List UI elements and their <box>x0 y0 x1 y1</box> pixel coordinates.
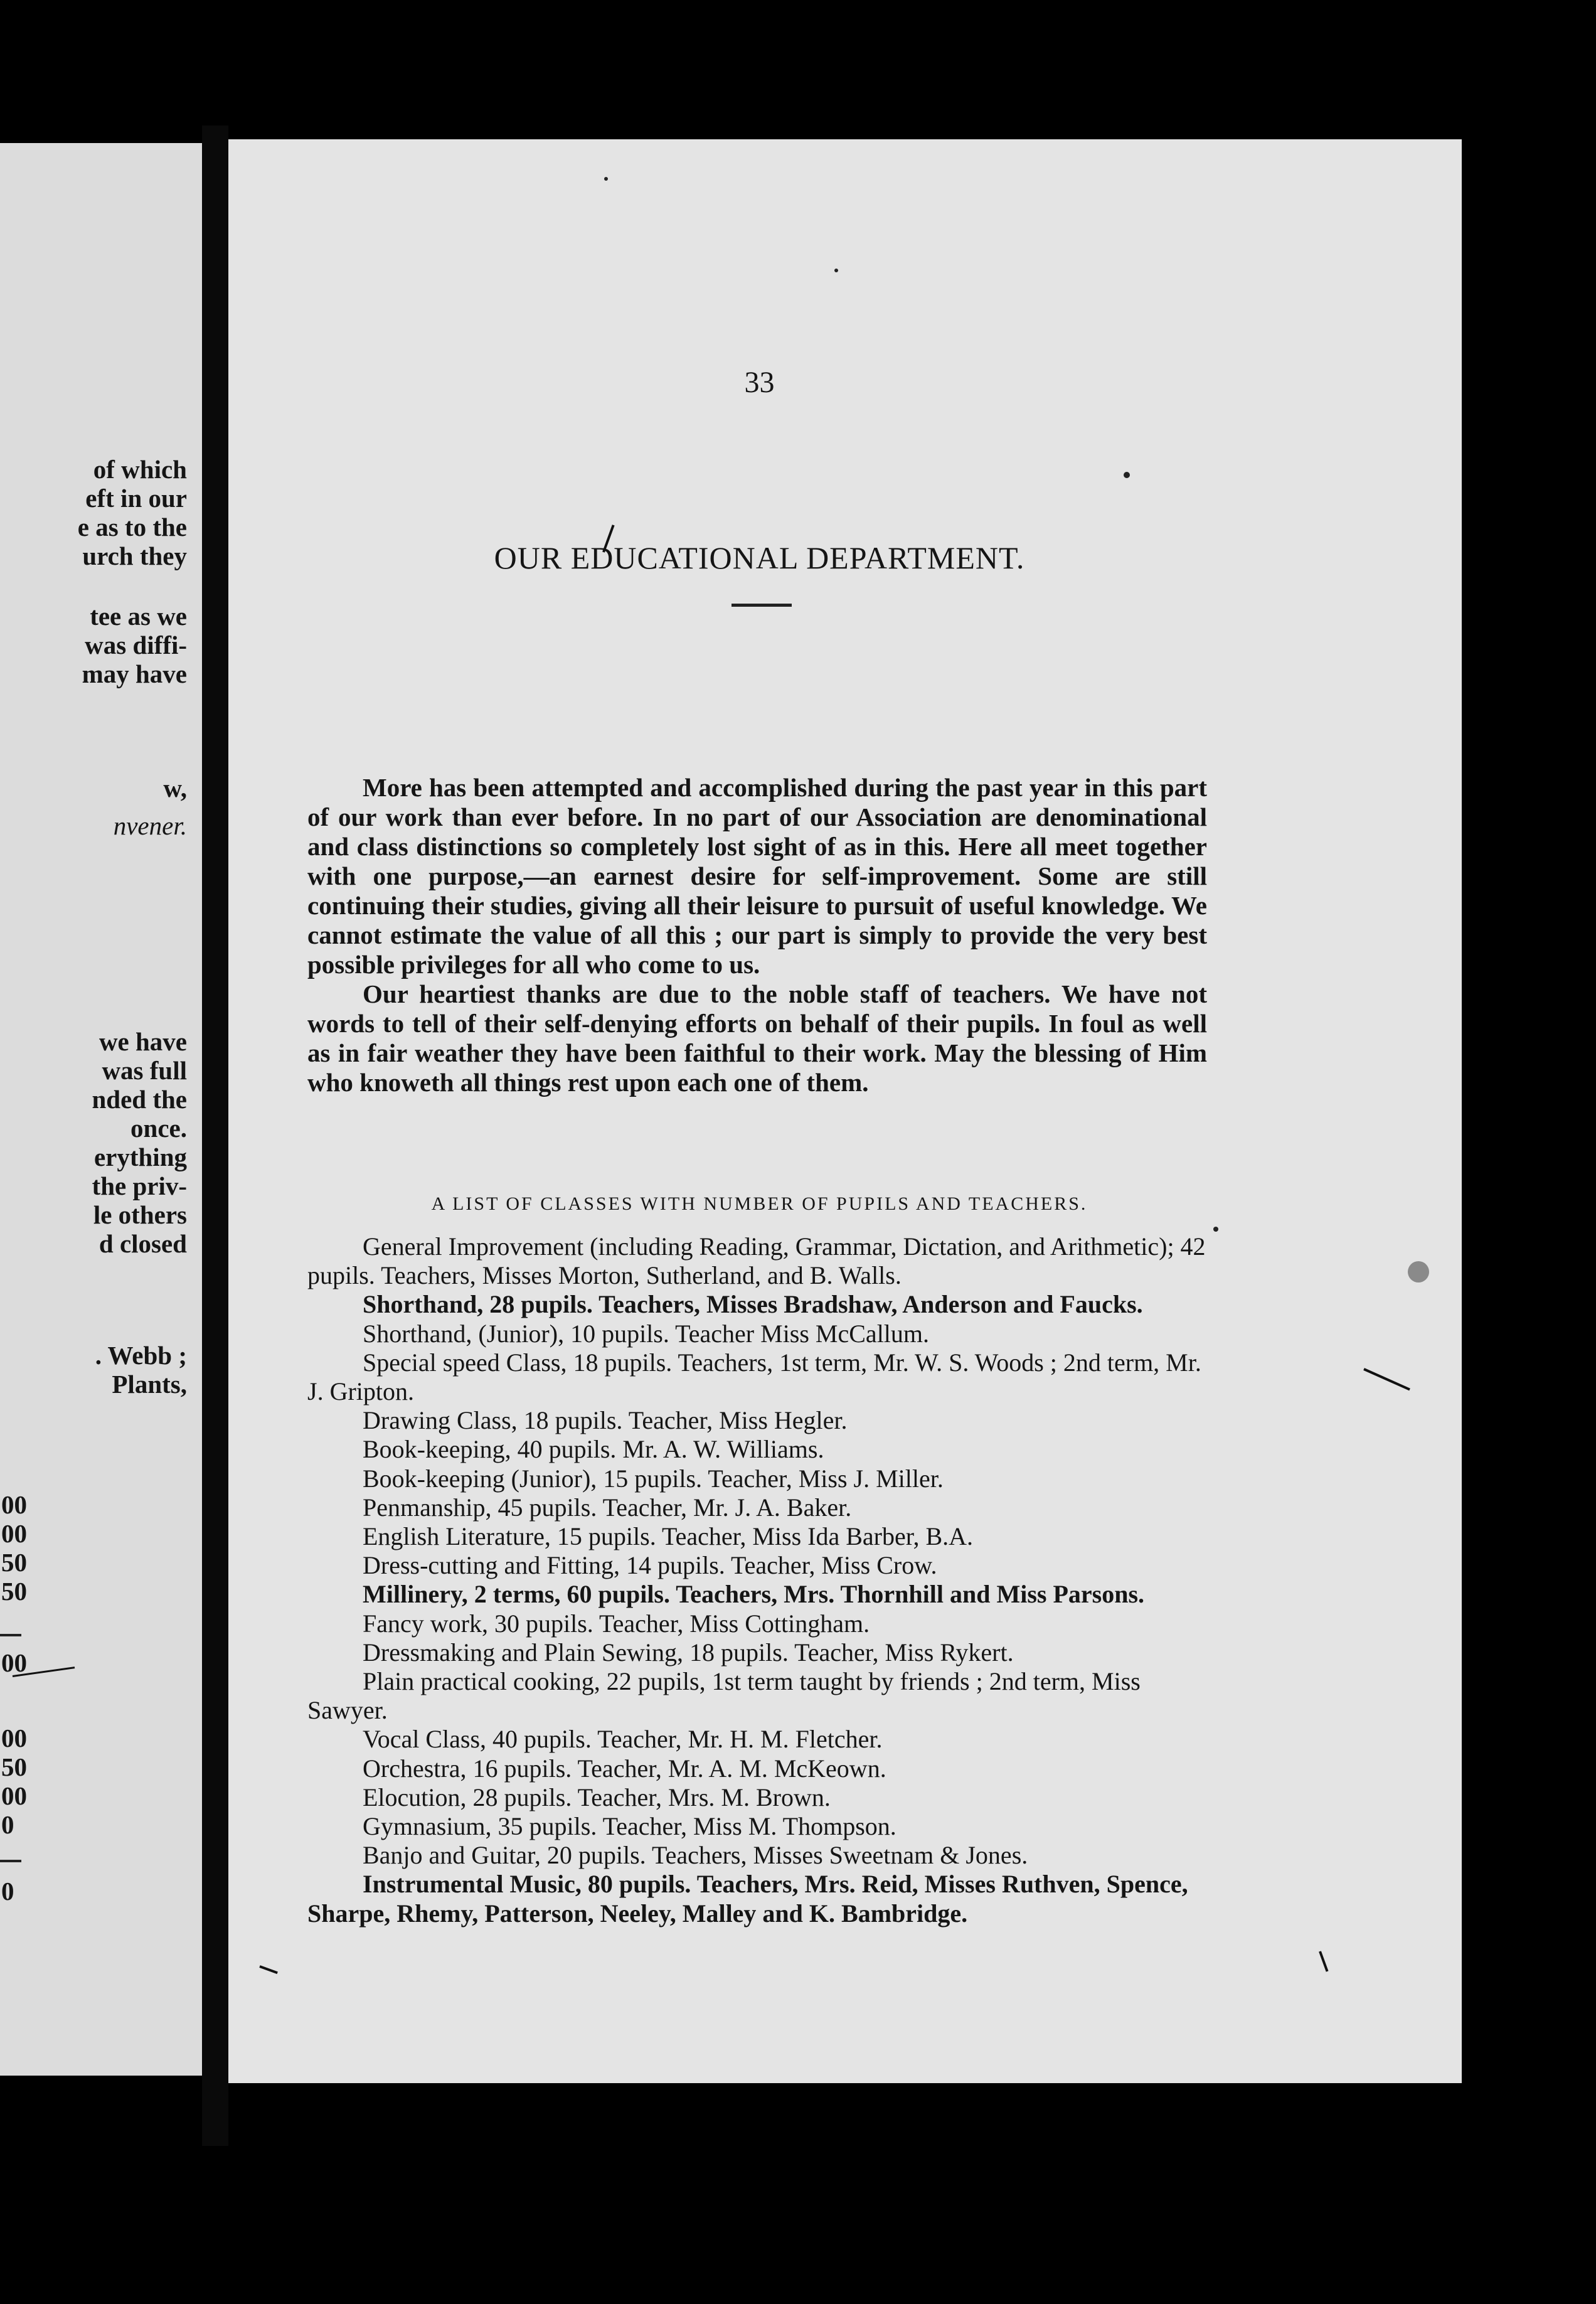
classes-list <box>307 1232 1207 1928</box>
left-text-line: was diffi- <box>85 631 187 659</box>
class-entry: Penmanship, 45 pupils. Teacher, Mr. J. A. Baker. <box>363 1493 852 1522</box>
left-number: 50 <box>1 1548 27 1577</box>
class-entry: Orchestra, 16 pupils. Teacher, Mr. A. M. McKeown. <box>363 1754 886 1783</box>
left-number: 00 <box>1 1724 27 1752</box>
book-gutter <box>202 125 228 2146</box>
intro-paragraph: Our heartiest thanks are due to the noble staff of teachers. We have not words to tell of their self-denying efforts on behalf of their pupils. In foul as well as in fair weather they have been faithful to their work. May the blessing of Him who knoweth all things rest upon each one of them. <box>307 979 1207 1097</box>
class-entry: Plain practical cooking, 22 pupils, 1st term taught by friends ; 2nd term, Miss Sawyer. <box>307 1667 1141 1725</box>
class-entry: Shorthand, 28 pupils. Teachers, Misses Bradshaw, Anderson and Faucks. <box>363 1290 1143 1319</box>
sum-rule <box>0 1634 21 1636</box>
left-number: 00 <box>1 1490 27 1519</box>
scan-smudge <box>1408 1261 1429 1283</box>
class-entry: Elocution, 28 pupils. Teacher, Mrs. M. Brown. <box>363 1783 831 1811</box>
intro-paragraph: More has been attempted and accomplished during the past year in this part of our work than ever before. In no part of our Association are denominational and class distinctions so completely lost sight of as in this. Here all meet together with one purpose,—an earnest desire for self-improvement. Some are still continuing their studies, giving all their leisure to pursuit of useful knowledge. We cannot estimate the value of all this ; our part is simply to provide the very best possible privileges for all who come to us. <box>307 773 1207 979</box>
left-text-line: le others <box>93 1200 187 1229</box>
classes-list-heading: A LIST OF CLASSES WITH NUMBER OF PUPILS AND TEACHERS. <box>431 1193 1088 1214</box>
class-entry: Vocal Class, 40 pupils. Teacher, Mr. H. M. Fletcher. <box>363 1725 883 1754</box>
left-text-line: d closed <box>98 1229 187 1258</box>
left-text-line: nded the <box>92 1085 187 1114</box>
sum-rule <box>0 1860 21 1862</box>
class-entry: Fancy work, 30 pupils. Teacher, Miss Cottingham. <box>363 1609 870 1638</box>
left-number: 0 <box>1 1877 14 1906</box>
page-33 <box>228 139 1462 2083</box>
class-entry: English Literature, 15 pupils. Teacher, Miss Ida Barber, B.A. <box>363 1522 974 1551</box>
intro-text <box>307 773 1207 1097</box>
left-text-line: Plants, <box>112 1370 187 1399</box>
left-text-line: e as to the <box>77 513 187 541</box>
left-text-line: eft in our <box>85 484 187 513</box>
title-divider <box>732 604 792 607</box>
section-title: OUR EDUCATIONAL DEPARTMENT. <box>494 540 1025 575</box>
class-entry: Book-keeping, 40 pupils. Mr. A. W. Williams. <box>363 1435 824 1464</box>
class-entry: Millinery, 2 terms, 60 pupils. Teachers, Mrs. Thornhill and Miss Parsons. <box>363 1580 1145 1609</box>
scan-speck <box>604 177 608 181</box>
left-text-line: nvener. <box>113 811 187 840</box>
class-entry: Gymnasium, 35 pupils. Teacher, Miss M. Thompson. <box>363 1812 896 1841</box>
scan-speck <box>834 269 838 272</box>
pencil-mark <box>1363 1368 1410 1390</box>
left-text-line: once. <box>130 1114 187 1143</box>
class-entry: Special speed Class, 18 pupils. Teachers, 1st term, Mr. W. S. Woods ; 2nd term, Mr. J. Gripton. <box>307 1348 1201 1406</box>
left-text-line: urch they <box>82 541 187 570</box>
left-text-line: erything <box>93 1143 187 1171</box>
left-number: 50 <box>1 1752 27 1781</box>
class-entry: Dressmaking and Plain Sewing, 18 pupils. Teacher, Miss Rykert. <box>363 1638 1014 1667</box>
left-text-line: the priv- <box>92 1171 187 1200</box>
class-entry: Book-keeping (Junior), 15 pupils. Teacher, Miss J. Miller. <box>363 1464 944 1493</box>
class-entry: Shorthand, (Junior), 10 pupils. Teacher Miss McCallum. <box>363 1319 930 1348</box>
left-text-line: tee as we <box>90 602 187 631</box>
scan-speck <box>1124 472 1130 478</box>
scan-speck <box>1213 1227 1218 1232</box>
previous-page-fragment <box>0 143 202 2076</box>
class-entry: Banjo and Guitar, 20 pupils. Teachers, Misses Sweetnam & Jones. <box>363 1841 1028 1870</box>
left-text-line: we have <box>98 1027 187 1056</box>
class-entry: Instrumental Music, 80 pupils. Teachers, Mrs. Reid, Misses Ruthven, Spence, Sharpe, Rhemy, Patterson, Neeley, Malley and K. Bambridge. <box>307 1870 1188 1928</box>
class-entry: Dress-cutting and Fitting, 14 pupils. Teacher, Miss Crow. <box>363 1551 937 1580</box>
class-entry: Drawing Class, 18 pupils. Teacher, Miss Hegler. <box>363 1406 848 1435</box>
left-text-line: may have <box>82 659 187 688</box>
left-number: 0 <box>1 1810 14 1839</box>
left-text-line: w, <box>163 774 187 803</box>
left-text-line: was full <box>102 1056 187 1085</box>
pencil-mark <box>1319 1951 1328 1971</box>
left-number: 00 <box>1 1648 27 1677</box>
pencil-mark <box>259 1965 278 1974</box>
left-text-line: of which <box>93 455 187 484</box>
left-text-line: . Webb ; <box>95 1341 187 1370</box>
left-number: 00 <box>1 1781 27 1810</box>
class-entry: General Improvement (including Reading, Grammar, Dictation, and Arithmetic); 42 pupils. Teachers, Misses Morton, Sutherland, and B. Walls. <box>307 1232 1206 1290</box>
page-number: 33 <box>744 366 775 399</box>
left-number: 50 <box>1 1577 27 1606</box>
left-number: 00 <box>1 1519 27 1548</box>
